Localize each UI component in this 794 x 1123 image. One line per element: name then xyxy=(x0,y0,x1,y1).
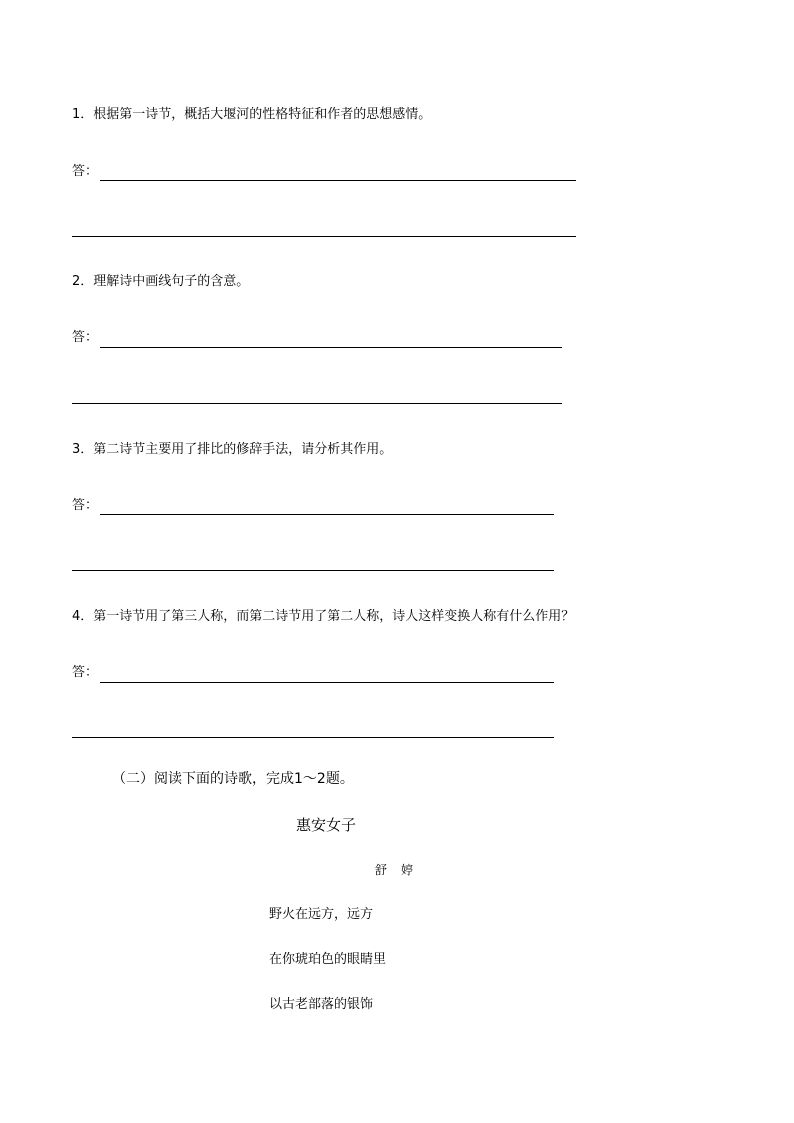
question-2: 2．理解诗中画线句子的含意。 xyxy=(72,274,250,289)
section-heading: （二）阅读下面的诗歌，完成1～2题。 xyxy=(112,771,354,787)
answer-line-1b[interactable] xyxy=(72,236,576,237)
answer-label-1: 答： xyxy=(72,164,99,179)
answer-row-2 xyxy=(72,328,562,348)
poem-line-3: 以古老部落的银饰 xyxy=(269,997,374,1012)
question-1: 1．根据第一诗节，概括大堰河的性格特征和作者的思想感情。 xyxy=(72,107,432,122)
answer-line-3a[interactable] xyxy=(100,514,554,515)
answer-label-3: 答： xyxy=(72,498,99,513)
question-3: 3．第二诗节主要用了排比的修辞手法，请分析其作用。 xyxy=(72,442,393,457)
poem-author: 舒婷 xyxy=(375,863,428,877)
poem-line-2: 在你琥珀色的眼睛里 xyxy=(269,952,387,967)
answer-line-4b[interactable] xyxy=(72,737,554,738)
answer-line-1a[interactable] xyxy=(100,180,576,181)
answer-label-4: 答： xyxy=(72,665,99,680)
answer-label-2: 答： xyxy=(72,330,99,345)
answer-line-2a[interactable] xyxy=(100,347,562,348)
answer-row-3 xyxy=(72,496,554,516)
answer-line-4a[interactable] xyxy=(100,682,554,683)
answer-line-3b[interactable] xyxy=(72,570,554,571)
question-4: 4．第一诗节用了第三人称，而第二诗节用了第二人称，诗人这样变换人称有什么作用？ xyxy=(72,609,575,624)
answer-line-2b[interactable] xyxy=(72,403,562,404)
answer-row-4 xyxy=(72,663,554,683)
poem-title: 惠安女子 xyxy=(296,816,357,834)
poem-line-1: 野火在远方，远方 xyxy=(269,907,374,922)
answer-row-1 xyxy=(72,162,576,182)
